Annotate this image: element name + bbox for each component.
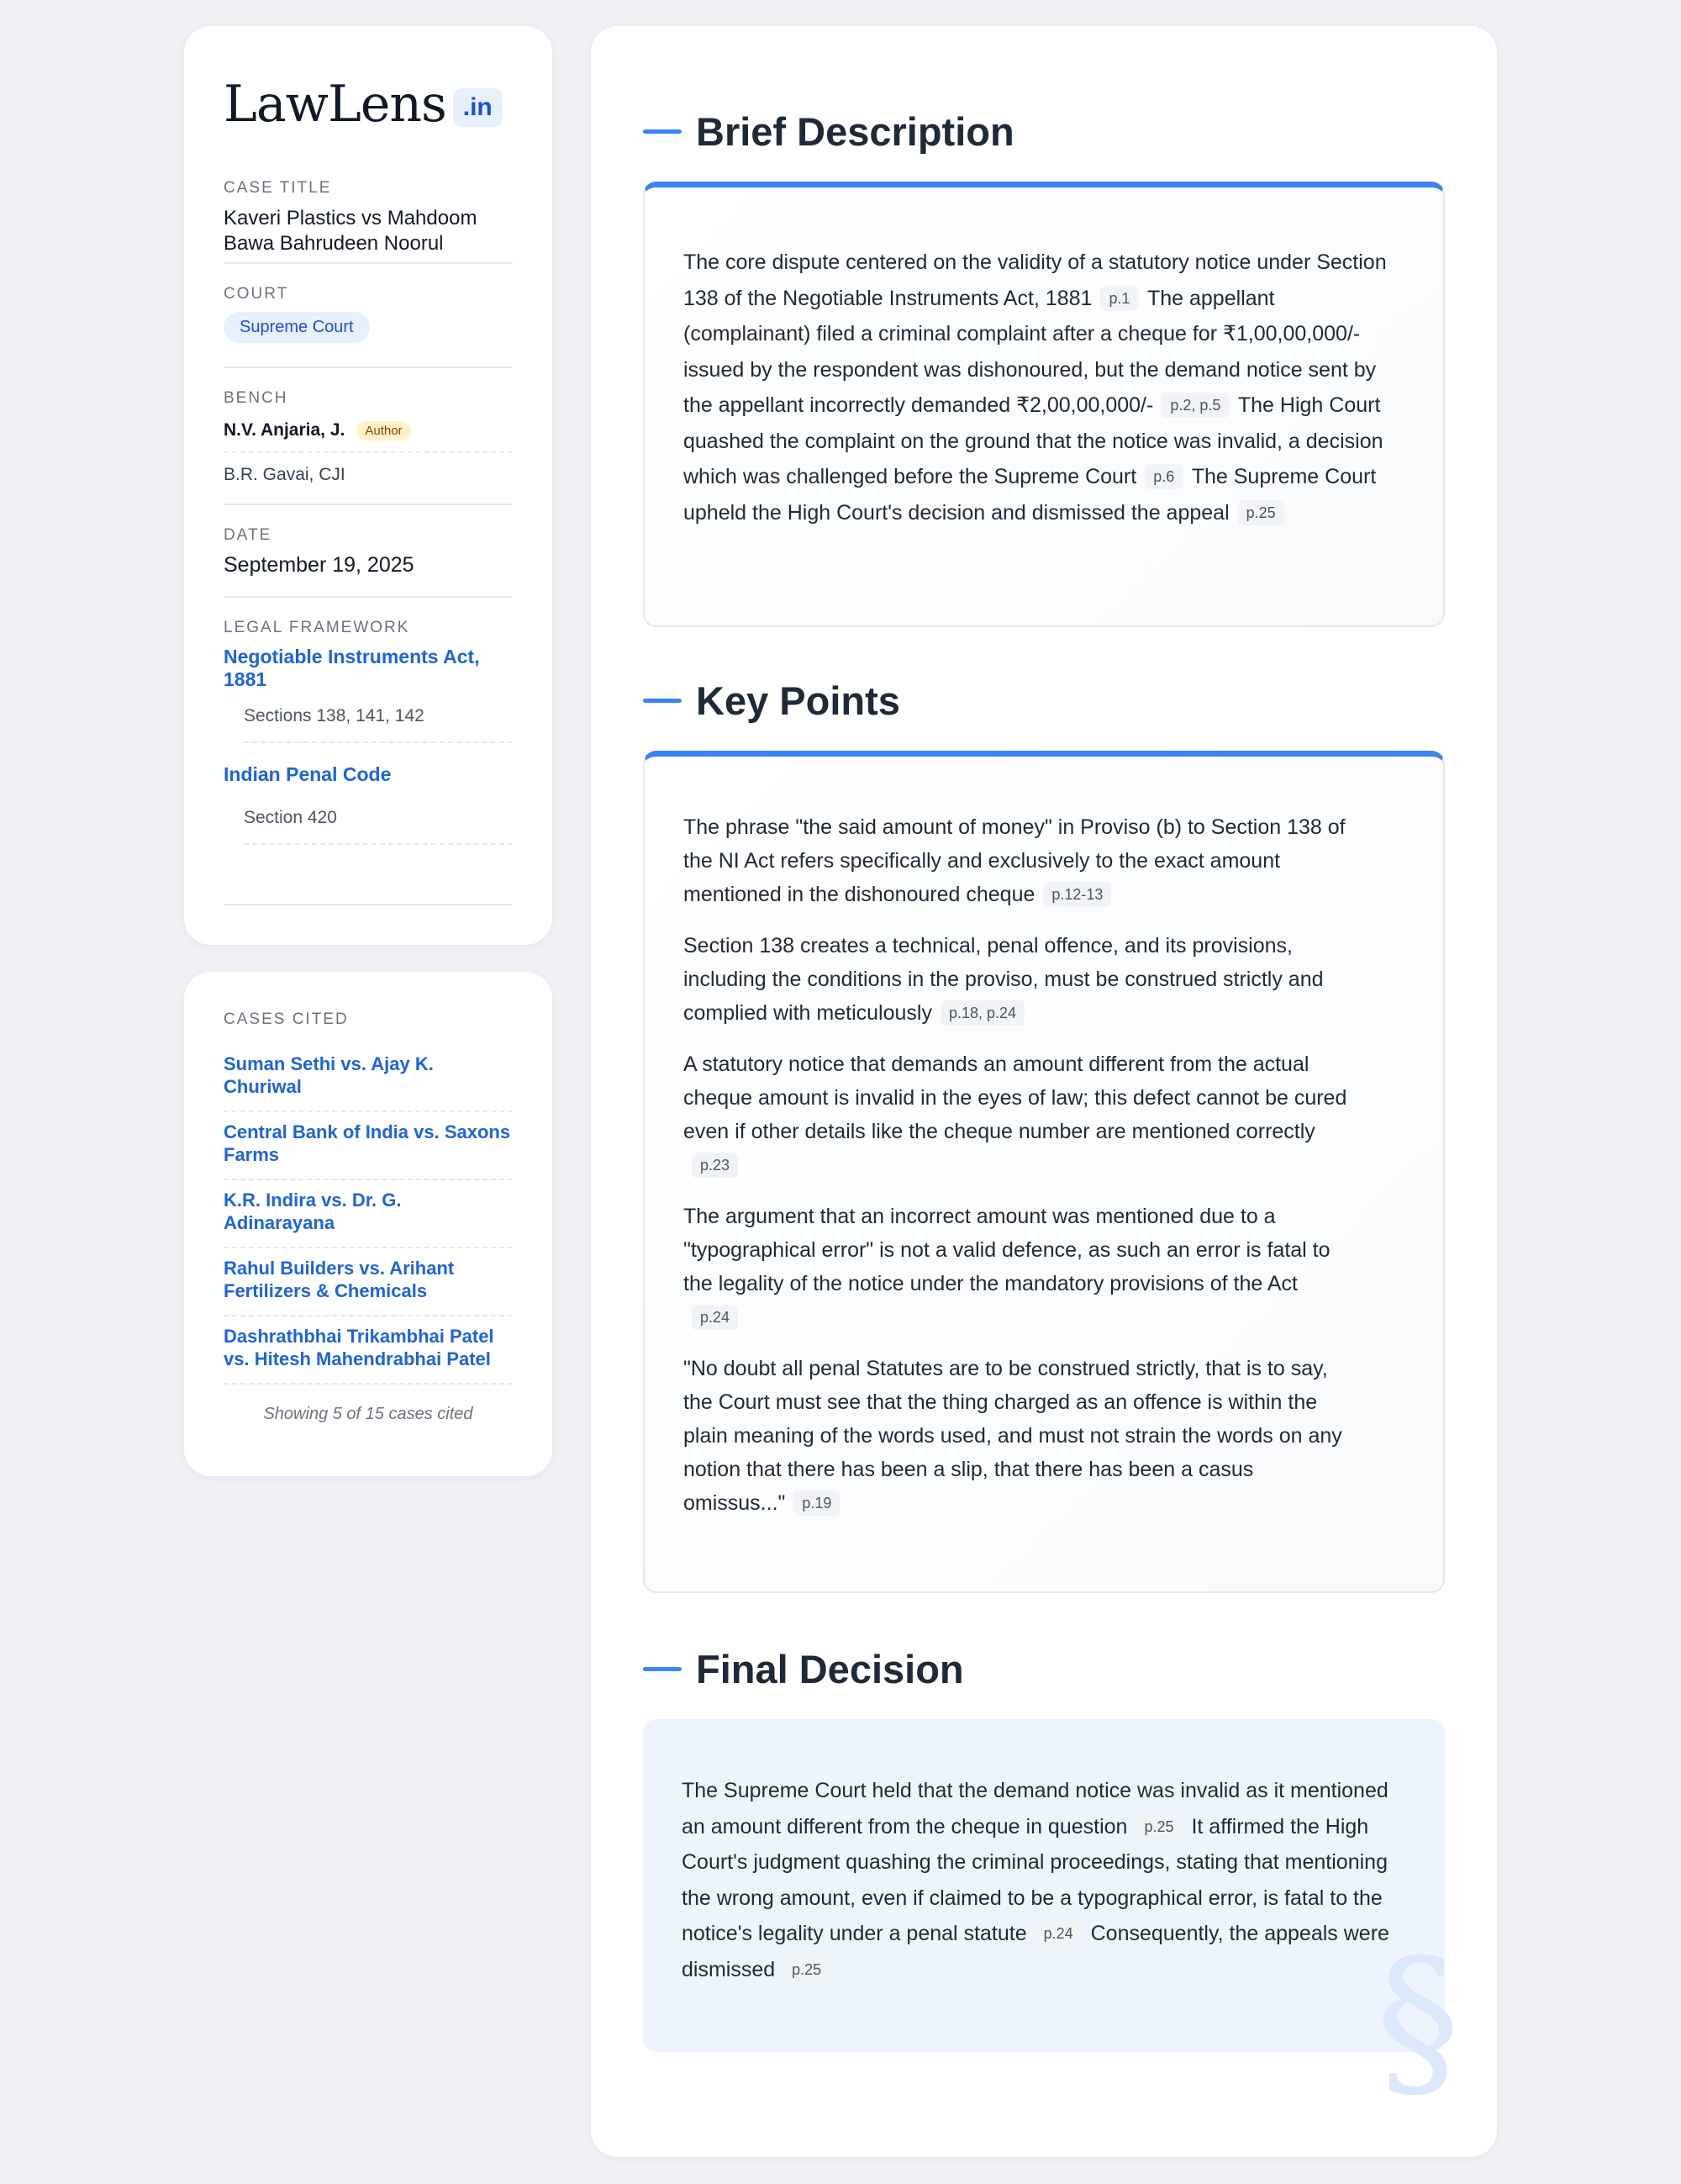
brief-text: [683, 245, 1404, 530]
cited-case-link[interactable]: K.R. Indira vs. Dr. G. Adinarayana: [224, 1180, 513, 1248]
page-cite[interactable]: p.18, p.24: [941, 1000, 1025, 1026]
heading-accent: [643, 1667, 682, 1671]
legal-framework-label: LEGAL FRAMEWORK: [224, 619, 410, 636]
case-title-section: [224, 179, 513, 264]
key-point-text: The argument that an incorrect amount was mentioned due to a "typographical error" is not a valid defence, as such an error is fatal to the legality of the notice under the mandatory provisions of the Act: [683, 1205, 1331, 1295]
author-badge: Author: [356, 421, 410, 440]
bench-section: [224, 368, 513, 505]
brief-heading-text: Brief Description: [696, 109, 1014, 154]
page-cite[interactable]: p.12-13: [1043, 882, 1111, 907]
brief-box: [643, 182, 1445, 627]
page-cite[interactable]: p.2, p.5: [1162, 393, 1229, 418]
final-segment: Consequently, the appeals were dismissed: [682, 1922, 1389, 1981]
brief-segment: The appellant (complainant) filed a criminal complaint after a cheque for ₹1,00,00,000/- issued by the respondent was dishonoured, but the demand notice sent by the appellant incorrectly demanded ₹2,00,00,000/-: [683, 286, 1377, 417]
key-point: [683, 1352, 1356, 1520]
cited-case-link[interactable]: Suman Sethi vs. Ajay K. Churiwal: [224, 1044, 513, 1112]
final-segment: It affirmed the High Court's judgment quashing the criminal proceedings, stating that mentioning the wrong amount, even if claimed to be a typographical error, is fatal to the notice's legality under a penal statute: [682, 1814, 1388, 1945]
brief-segment: The High Court quashed the complaint on the ground that the notice was invalid, a decision which was challenged before the Supreme Court: [683, 393, 1383, 488]
key-point: [683, 1047, 1356, 1182]
court-section: [224, 264, 513, 368]
cases-count-note: Showing 5 of 15 cases cited: [263, 1405, 473, 1423]
act-link[interactable]: Negotiable Instruments Act, 1881: [224, 646, 480, 690]
brief-segment: The Supreme Court upheld the High Court's decision and dismissed the appeal: [683, 465, 1377, 525]
page-cite[interactable]: p.6: [1145, 464, 1183, 489]
brand-logo[interactable]: [224, 72, 513, 135]
final-decision-heading-text: Final Decision: [696, 1647, 964, 1691]
page-cite[interactable]: p.24: [692, 1305, 738, 1330]
heading-accent: [643, 129, 682, 134]
date-label: DATE: [224, 526, 272, 544]
section-symbol-icon: §: [1376, 1923, 1460, 2119]
bench-label: BENCH: [224, 389, 288, 407]
final-segment: The Supreme Court held that the demand notice was invalid as it mentioned an amount different from the cheque in question: [682, 1779, 1389, 1838]
page-cite[interactable]: p.25: [783, 1957, 830, 1982]
final-decision-text: [682, 1773, 1406, 1987]
key-points-heading-text: Key Points: [696, 678, 900, 723]
page-cite[interactable]: p.23: [692, 1153, 738, 1178]
key-point-text: "No doubt all penal Statutes are to be construed strictly, that is to say, the Court must see that the thing charged as an offence is within the plain meaning of the words used, and must not strain the words on any notion that there has been a slip, that there has been a casus omissus...": [683, 1357, 1342, 1515]
brand-name: LawLens: [224, 74, 446, 134]
page-cite[interactable]: p.19: [793, 1490, 840, 1516]
date-section: [224, 505, 513, 598]
cases-cited-label: CASES CITED: [224, 1010, 349, 1028]
court-label: COURT: [224, 285, 289, 303]
cited-case-link[interactable]: Rahul Builders vs. Arihant Fertilizers & Chemicals: [224, 1248, 513, 1316]
case-info-card: [184, 26, 552, 945]
court-badge: Supreme Court: [224, 312, 370, 343]
heading-accent: [643, 699, 682, 703]
cited-case-link[interactable]: Dashrathbhai Trikambhai Patel vs. Hitesh Mahendrabhai Patel: [224, 1316, 513, 1385]
case-title-label: CASE TITLE: [224, 179, 332, 197]
bench-judge: [224, 409, 513, 453]
final-decision-heading: [643, 1646, 964, 1692]
act-sections: Sections 138, 141, 142: [244, 691, 513, 743]
judge-name: N.V. Anjaria, J.: [224, 420, 345, 440]
act-link[interactable]: Indian Penal Code: [224, 763, 392, 785]
case-title: Kaveri Plastics vs Mahdoom Bawa Bahrudeen Noorul: [224, 207, 477, 255]
brand-tld: .in: [453, 88, 503, 127]
key-points-box: [643, 751, 1445, 1593]
page-cite[interactable]: p.25: [1238, 500, 1284, 525]
key-point-text: Section 138 creates a technical, penal offence, and its provisions, including the conditions in the proviso, must be construed strictly and complied with meticulously: [683, 934, 1324, 1025]
summary-card: [591, 26, 1497, 2157]
key-point: [683, 929, 1356, 1030]
decision-date: September 19, 2025: [224, 553, 414, 577]
bench-judge: [224, 453, 513, 497]
key-points-heading: [643, 678, 900, 724]
legal-framework-section: [224, 598, 513, 905]
final-decision-box: [643, 1719, 1460, 2119]
key-point-text: A statutory notice that demands an amount different from the actual cheque amount is invalid in the eyes of law; this defect cannot be cured even if other details like the cheque number are mentioned correctly: [683, 1052, 1347, 1143]
cases-cited-card: [184, 972, 552, 1476]
judge-name: B.R. Gavai, CJI: [224, 465, 345, 484]
key-point: [683, 810, 1356, 911]
brief-segment: The core dispute centered on the validity of a statutory notice under Section 138 of the Negotiable Instruments Act, 1881: [683, 251, 1387, 310]
page-cite[interactable]: p.1: [1100, 286, 1138, 311]
key-point: [683, 1200, 1356, 1334]
page-cite[interactable]: p.24: [1035, 1921, 1082, 1946]
cited-case-link[interactable]: Central Bank of India vs. Saxons Farms: [224, 1112, 513, 1180]
brief-heading: [643, 108, 1014, 155]
page-cite[interactable]: p.25: [1136, 1814, 1182, 1839]
key-point-text: The phrase "the said amount of money" in Proviso (b) to Section 138 of the NI Act refers specifically and exclusively to the exact amount mentioned in the dishonoured cheque: [683, 815, 1346, 906]
act-sections: Section 420: [244, 793, 513, 845]
